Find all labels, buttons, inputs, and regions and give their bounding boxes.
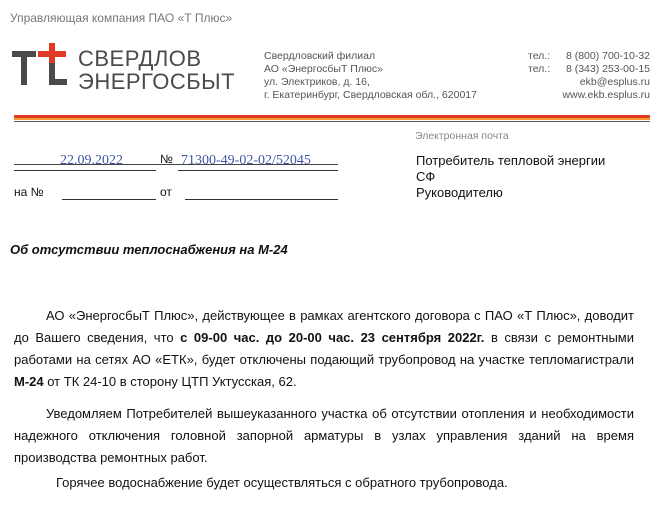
ref-underline <box>62 199 156 200</box>
phone-2: 8 (343) 253-00-15 <box>565 63 650 75</box>
strike-line <box>14 164 338 165</box>
logo-line-2: ЭНЕРГОСБЫТ <box>78 69 236 94</box>
from-label: от <box>160 185 172 199</box>
body-paragraph-1 <box>14 305 634 393</box>
body-text: от ТК 24-10 в сторону ЦТП Уктусская, 62. <box>43 374 297 389</box>
email-link[interactable]: ekb@esplus.ru <box>579 76 650 88</box>
address-line: АО «ЭнергосбыТ Плюс» <box>264 63 383 75</box>
date-underline <box>14 170 156 171</box>
recipient-block <box>416 153 605 201</box>
recipient-line: Потребитель тепловой энергии <box>416 153 606 168</box>
body-paragraph-2: Уведомляем Потребителей вышеуказанного участка об отсутствии отопления и необходимости надежного отключения головной запорной арматуры в узлах управления зданий на время производства ремонтных работ. <box>14 406 634 465</box>
number-underline <box>178 170 338 171</box>
contact-label: тел.: <box>528 63 551 75</box>
address-line: ул. Электриков, д. 16, <box>264 76 370 88</box>
address-line: г. Екатеринбург, Свердловская обл., 620017 <box>264 89 477 101</box>
from-underline <box>185 199 338 200</box>
ref-label: на № <box>14 185 44 199</box>
contact-label <box>528 89 558 102</box>
letter-subject: Об отсутствии теплоснабжения на М-24 <box>10 242 288 257</box>
delivery-method-label: Электронная почта <box>415 130 509 142</box>
number-sign: № <box>160 152 173 166</box>
header-stripe-dark <box>14 121 650 122</box>
outage-time: с 09-00 час. до 20-00 час. 23 сентября 2022г. <box>180 330 485 345</box>
phone-1: 8 (800) 700-10-32 <box>565 50 650 62</box>
pipeline-name: М-24 <box>14 374 44 389</box>
logo <box>10 43 236 94</box>
website-link[interactable]: www.ekb.esplus.ru <box>562 89 650 101</box>
contact-label: тел.: <box>528 50 551 62</box>
header-stripe-orange <box>14 118 650 120</box>
contact-label <box>528 76 558 89</box>
body-text: АО «ЭнергосбыТ Плюс», действующее в рамках агентского договора с ПАО «Т Плюс», доводит до Вашего сведения, что <box>14 308 634 345</box>
company-line: Управляющая компания ПАО «Т Плюс» <box>10 11 233 25</box>
registration-number: 71300-49-02-02/52045 <box>181 153 311 168</box>
address-line: Свердловский филиал <box>264 50 376 62</box>
logo-line-1: СВЕРДЛОВ <box>78 46 202 71</box>
branch-address <box>264 50 477 102</box>
logo-mark-icon <box>10 43 74 93</box>
contacts <box>528 50 650 102</box>
registration-date: 22.09.2022 <box>60 153 123 168</box>
recipient-line: СФ <box>416 169 436 184</box>
recipient-line: Руководителю <box>416 185 503 200</box>
body-paragraph-3: Горячее водоснабжение будет осуществляться с обратного трубопровода. <box>56 475 508 490</box>
body-text: в связи с ремонтными работами на сетях АО «ЕТК», будет отключены подающий трубопровод на участке тепломагистрали <box>14 330 635 367</box>
